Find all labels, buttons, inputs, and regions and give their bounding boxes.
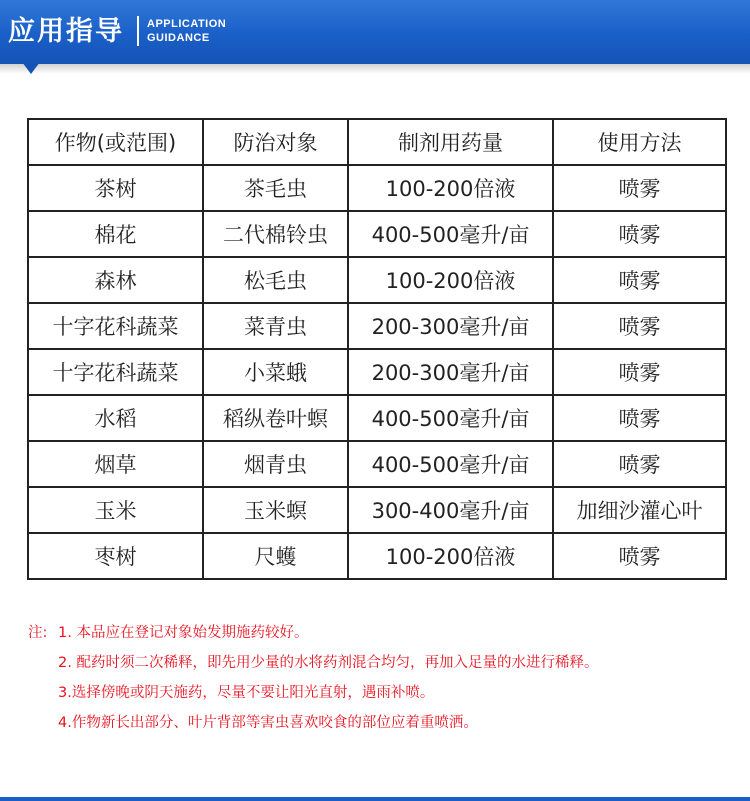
- table-cell-method: 喷雾: [553, 165, 726, 211]
- table-row: [28, 533, 726, 579]
- table-row: [28, 257, 726, 303]
- table-cell-method: 喷雾: [553, 395, 726, 441]
- note-item: [28, 648, 743, 678]
- table-cell-target: 二代棉铃虫: [203, 211, 348, 257]
- table-row: [28, 487, 726, 533]
- note-text: 1. 本品应在登记对象始发期施药较好。: [58, 625, 309, 641]
- table-row: [28, 441, 726, 487]
- table-row: [28, 349, 726, 395]
- column-header-method: 使用方法: [553, 119, 726, 165]
- table-cell-dosage: 100-200倍液: [348, 165, 553, 211]
- table-row: [28, 211, 726, 257]
- table-header-row: [28, 119, 726, 165]
- usage-table: [27, 118, 727, 580]
- note-item: [28, 678, 743, 708]
- table-cell-crop: 烟草: [28, 441, 203, 487]
- page-title: 应用指导: [8, 16, 124, 47]
- table-cell-dosage: 400-500毫升/亩: [348, 441, 553, 487]
- table-cell-crop: 森林: [28, 257, 203, 303]
- table-cell-crop: 棉花: [28, 211, 203, 257]
- table-cell-dosage: 200-300毫升/亩: [348, 303, 553, 349]
- table-cell-method: 喷雾: [553, 257, 726, 303]
- table-cell-crop: 玉米: [28, 487, 203, 533]
- header-banner: [0, 0, 750, 64]
- table-cell-target: 茶毛虫: [203, 165, 348, 211]
- note-text: 3.选择傍晚或阴天施药，尽量不要让阳光直射，遇雨补喷。: [58, 685, 435, 701]
- notes-prefix: 注:: [28, 625, 48, 641]
- note-item: [28, 708, 743, 738]
- table-cell-dosage: 200-300毫升/亩: [348, 349, 553, 395]
- table-cell-method: 加细沙灌心叶: [553, 487, 726, 533]
- note-item: [28, 618, 743, 648]
- table-cell-crop: 枣树: [28, 533, 203, 579]
- table-cell-crop: 十字花科蔬菜: [28, 303, 203, 349]
- header-subtitle-line2: GUIDANCE: [147, 32, 210, 44]
- footer-divider: [0, 797, 750, 801]
- table-cell-dosage: 100-200倍液: [348, 533, 553, 579]
- table-cell-target: 菜青虫: [203, 303, 348, 349]
- table-cell-target: 小菜蛾: [203, 349, 348, 395]
- table-cell-target: 尺蠖: [203, 533, 348, 579]
- column-header-target: 防治对象: [203, 119, 348, 165]
- table-row: [28, 165, 726, 211]
- table-cell-dosage: 400-500毫升/亩: [348, 211, 553, 257]
- notes-section: [28, 618, 743, 738]
- table-cell-dosage: 100-200倍液: [348, 257, 553, 303]
- column-header-dosage: 制剂用药量: [348, 119, 553, 165]
- note-text: 4.作物新长出部分、叶片背部等害虫喜欢咬食的部位应着重喷洒。: [58, 715, 478, 731]
- table-cell-dosage: 400-500毫升/亩: [348, 395, 553, 441]
- note-text: 2. 配药时须二次稀释，即先用少量的水将药剂混合均匀，再加入足量的水进行稀释。: [58, 655, 599, 671]
- table-cell-crop: 十字花科蔬菜: [28, 349, 203, 395]
- table-cell-target: 烟青虫: [203, 441, 348, 487]
- table-cell-crop: 水稻: [28, 395, 203, 441]
- header-notch: [22, 62, 40, 74]
- header-english-subtitle: [147, 17, 226, 45]
- table-cell-target: 稻纵卷叶螟: [203, 395, 348, 441]
- table-row: [28, 303, 726, 349]
- header-shadow: [0, 64, 750, 74]
- table-row: [28, 395, 726, 441]
- table-cell-dosage: 300-400毫升/亩: [348, 487, 553, 533]
- table-cell-crop: 茶树: [28, 165, 203, 211]
- table-cell-method: 喷雾: [553, 349, 726, 395]
- table-cell-target: 松毛虫: [203, 257, 348, 303]
- table-cell-method: 喷雾: [553, 303, 726, 349]
- table-cell-method: 喷雾: [553, 211, 726, 257]
- header-divider: [137, 16, 139, 46]
- table-cell-target: 玉米螟: [203, 487, 348, 533]
- column-header-crop: 作物(或范围): [28, 119, 203, 165]
- header-subtitle-line1: APPLICATION: [147, 18, 227, 30]
- table-cell-method: 喷雾: [553, 441, 726, 487]
- table-cell-method: 喷雾: [553, 533, 726, 579]
